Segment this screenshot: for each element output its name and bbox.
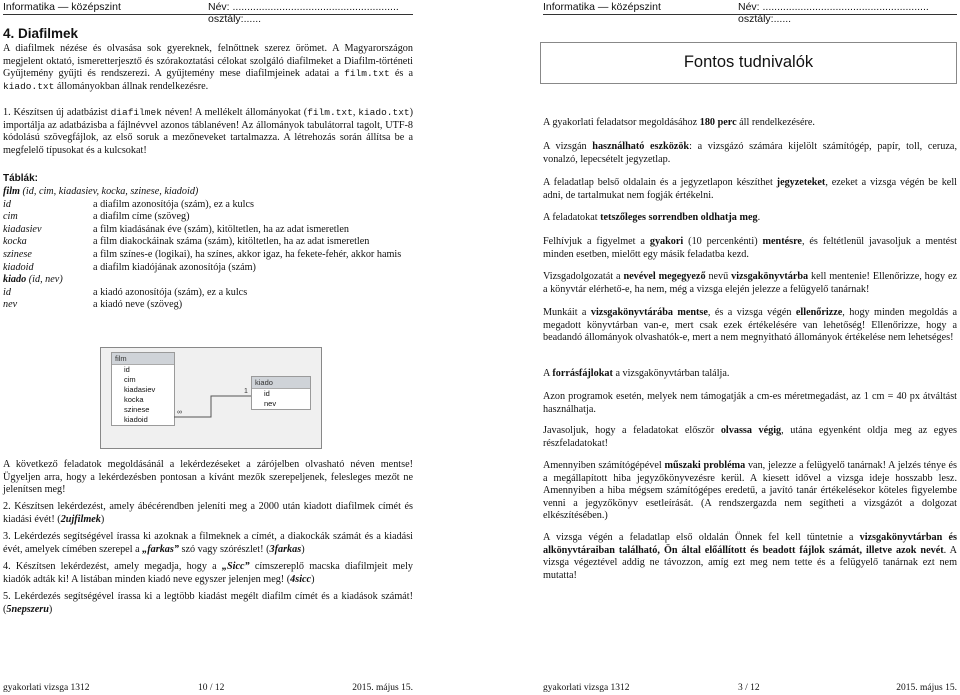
task-4: 4. Készítsen lekérdezést, amely megadja, hogy a „Sicc” címszereplő macska diafilmjeit mely kiadók adták ki! A listában minden kiadó neve egyszer jelenjen meg! (4sicc) (3, 561, 413, 585)
field-desc: a kiadó neve (szöveg) (93, 299, 183, 311)
diagram-field: id (264, 389, 270, 398)
field-desc: a film színes-e (logikai), ha színes, akkor igaz, ha fekete-fehér, akkor hamis (93, 248, 402, 260)
field-desc: a diafilm azonosítója (szám), ez a kulcs (93, 198, 254, 210)
diagram-field: kiadoid (124, 415, 148, 424)
field-row (3, 199, 413, 212)
task-3: 3. Lekérdezés segítségével írassa ki azoknak a filmeknek a címét, a diakockák számát és a kiadási évét, amelyek címében szerepel a „farkas” szó vagy szórészlet! (3farkas) (3, 531, 413, 555)
field-row (3, 211, 413, 224)
rule-1: A gyakorlati feladatsor megoldásához 180 perc áll rendelkezésére. (543, 117, 815, 128)
svg-text:∞: ∞ (177, 409, 182, 416)
rule-8: A forrásfájlokat a vizsgakönyvtárban találja. (543, 368, 730, 379)
task-5: 5. Lekérdezés segítségével írassa ki a legtöbb kiadást megélt diafilm címét és a kiadások számát! (5nepszeru) (3, 591, 413, 615)
diagram-field: szinese (124, 405, 150, 414)
field-row (3, 236, 413, 249)
kiado-table-box: kiado id nev (251, 376, 311, 410)
field-name: id (3, 286, 11, 298)
rule-5: Felhívjuk a figyelmet a gyakori (10 percenkénti) mentésre, és feltétlenül javasoljuk a mentést minden esetben, mielőtt egy másik feladatba kezd. (543, 236, 957, 260)
info-title: Fontos tudnivalók (683, 53, 814, 71)
field-desc: a film diakockáinak száma (szám), kitöltetlen, ha az adat ismeretlen (93, 236, 370, 248)
task-2: 2. Készítsen lekérdezést, amely ábécérendben jeleníti meg a 2000 után kiadott diafilmek címét és kiadási évét! (2ujfilmek) (3, 501, 413, 525)
info-box (540, 42, 957, 84)
task-1: 1. Készítsen új adatbázist diafilmek néven! A mellékelt állományokat (film.txt, kiado.txt) importálja az adatbázisba a fájlnévvel azonos táblanéven! Az állományok tabulátorral tagolt, UTF-8 kódolású szövegfájlok, az első soruk a mezőneveket tartalmazza. A létrehozás során állítsa be a megfelelő típusokat és a kulcsokat! (3, 107, 413, 156)
field-name: cim (3, 211, 18, 223)
field-row (3, 287, 413, 300)
tables-label: Táblák: (3, 173, 39, 184)
field-row (3, 224, 413, 237)
field-name: kocka (3, 236, 27, 248)
field-name: id (3, 198, 11, 210)
after-paragraph: A következő feladatok megoldásánál a lekérdezéseket a zárójelben olvasható néven mentse! Ügyeljen arra, hogy a lekérdezésben pontosan a kívánt mezők szerepeljenek, felesleges mezőt ne jelenítsen meg! (3, 459, 413, 496)
intro-paragraph: A diafilmek nézése és olvasása sok gyereknek, felnőttnek szerez örömet. A Magyarországon megjelent oktató, ismeretterjesztő és szórakoztatási célokat szolgáló diafilmeket a Diafilm-történeti Gyűjtemény gyűjti és rendszerezi. A gyűjtemény mese diafilmjeinek adatai a film.txt és a kiado.txt állományokban állnak rendelkezésre. (3, 43, 413, 92)
field-name: kiadasiev (3, 223, 42, 235)
svg-text:1: 1 (244, 388, 248, 395)
field-row (3, 299, 413, 312)
film-signature: film (id, cim, kiadasiev, kocka, szinese, kiadoid) (3, 186, 199, 197)
rule-2: A vizsgán használható eszközök: a vizsgázó számára kijelölt számítógép, papír, toll, ceruza, vonalzó, lepecsételt jegyzetlap. (543, 141, 957, 165)
field-desc: a diafilm címe (szöveg) (93, 211, 190, 223)
header-name: Név: ......................................................... osztály:...... (738, 1, 929, 25)
field-desc: a diafilm kiadójának azonosítója (szám) (93, 261, 256, 273)
relationship-diagram (100, 347, 322, 449)
header-name: Név: ......................................................... osztály:...... (208, 1, 399, 25)
table-definitions (3, 186, 413, 312)
rule-4: A feladatokat tetszőleges sorrendben oldhatja meg. (543, 212, 761, 223)
field-desc: a kiadó azonosítója (szám), ez a kulcs (93, 286, 248, 298)
field-name: nev (3, 299, 18, 311)
diagram-field: nev (264, 399, 277, 408)
rule-3: A feladatlap belső oldalain és a jegyzetlapon készíthet jegyzeteket, ezeket a vizsga végén be kell adni, de tartalmukat nem fogják értékelni. (543, 177, 957, 201)
rule-9: Azon programok esetén, melyek nem támogatják a cm-es méretmegadást, az 1 cm = 40 px átváltást használhatja. (543, 391, 957, 415)
header-subject: Informatika — középszint (543, 1, 661, 13)
film-table-box: film id cim kiadasiev kocka szinese kiadoid (111, 352, 175, 426)
field-name: szinese (3, 248, 32, 260)
header-subject: Informatika — középszint (3, 1, 121, 13)
diagram-field: kiadasiev (124, 385, 156, 394)
relation-line (101, 348, 321, 448)
left-page: Informatika — középszint Név: ......................................................... osztály:...... 4. Diafilmek A diafilmek nézése és olvasása sok gyereknek, felnőttnek szerez örömet. A Magyarországon megjelent oktató, ismeretterjesztő és szórakoztatási célokat szolgáló diafilmeket a Diafilm-történeti Gyűjtemény gyűjti és rendszerezi. A gyűjtemény mese diafilmjeinek adatai a film.txt és a kiado.txt állományokban állnak rendelkezésre. 1. Készítsen új adatbázist diafilmek néven! A mellékelt állományokat (film.txt, kiado.txt) importálja az adatbázisba a fájlnévvel azonos táblanéven! Az állományok tabulátorral tagolt, UTF-8 kódolású szövegfájlok, az első soruk a mezőneveket tartalmazza. A létrehozás során állítsa be a megfelelő típusokat és a kulcsokat! Táblák: film (id, cim, kiadasiev, kocka, szinese, kiadoid) id a diafilm azonosítója (szám), ez a kulcs cim a diafilm címe (szöveg) kiadasiev a film kiadásának éve (szám), kitöltetlen, ha az adat ismeretlen kocka a film diakockáinak száma (szám), kitöltetlen, ha az adat ismeretlen szinese a film színes-e (logikai), ha színes, akkor igaz, ha fekete-fehér, akkor hamis kiadoid a diafilm kiadójának azonosítója (szám) kiado (id, nev) id a kiadó azonosítója (szám), ez a kulcs nev a kiadó neve (szöveg) film id cim kiadasiev kocka szinese kiadoid kiado id nev ∞ 1 A következő feladatok megoldásánál a lekérdezéseket a zárójelben olvasható néven mentse! Ügyeljen arra, hogy a lekérdezésben pontosan a kívánt mezők szerepeljenek, felesleges mezőt ne jelenítsen meg! 2. Készítsen lekérdezést, amely ábécérendben jeleníti meg a 2000 után kiadott diafilmek címét és kiadási évét! (2ujfilmek) 3. Lekérdezés segítségével írassa ki azoknak a filmeknek a címét, a diakockák számát és a kiadási évét, amelyek címében szerepel a „farkas” szó vagy szórészlet! (3farkas) 4. Készítsen lekérdezést, amely megadja, hogy a „Sicc” címszereplő macska diafilmjeit mely kiadók adták ki! A listában minden kiadó neve egyszer jelenjen meg! (4sicc) 5. Lekérdezés segítségével írassa ki a legtöbb kiadást megélt diafilm címét és a kiadások számát! (5nepszeru) gyakorlati vizsga 1312 10 / 12 2015. május 15. (3, 1, 413, 693)
rule-10: Javasoljuk, hogy a feladatokat először olvassa végig, utána egyenként oldja meg az egyes részfeladatokat! (543, 425, 957, 449)
field-row (3, 249, 413, 262)
rule-6: Vizsgadolgozatát a nevével megegyező nevű vizsgakönyvtárba kell mentenie! Ellenőrizze, hogy ez a könyvtár elérhető-e, ha nem, még a vizsga elején jelezze a felügyelő tanárnak! (543, 271, 957, 295)
page-header (3, 1, 413, 25)
task-title: 4. Diafilmek (3, 26, 79, 41)
field-name: kiadoid (3, 261, 34, 273)
right-page: Informatika — középszint Név: ......................................................... osztály:...... Fontos tudnivalók A gyakorlati feladatsor megoldásához 180 perc áll rendelkezésére. A vizsgán használható eszközök: a vizsgázó számára kijelölt számítógép, papír, toll, ceruza, vonalzó, lepecsételt jegyzetlap. A feladatlap belső oldalain és a jegyzetlapon készíthet jegyzeteket, ezeket a vizsga végén be kell adni, de tartalmukat nem fogják értékelni. A feladatokat tetszőleges sorrendben oldhatja meg. Felhívjuk a figyelmet a gyakori (10 percenkénti) mentésre, és feltétlenül javasoljuk a mentést minden esetben, mielőtt egy másik feladatba kezd. Vizsgadolgozatát a nevével megegyező nevű vizsgakönyvtárba kell mentenie! Ellenőrizze, hogy ez a könyvtár elérhető-e, ha nem, még a vizsga elején jelezze a felügyelő tanárnak! Munkáit a vizsgakönyvtárába mentse, és a vizsga végén ellenőrizze, hogy minden megoldás a megadott könyvtárban van-e, mert csak ezek értékelésére van lehetőség! Ellenőrizze, hogy a beadandó állományok olvashatók-e, mert a nem megnyitható állományok értékelése nem lehetséges! A forrásfájlokat a vizsgakönyvtárban találja. Azon programok esetén, melyek nem támogatják a cm-es méretmegadást, az 1 cm = 40 px átváltást használhatja. Javasoljuk, hogy a feladatokat először olvassa végig, utána egyenként oldja meg az egyes részfeladatokat! Amennyiben számítógépével műszaki probléma van, jelezze a felügyelő tanárnak! A jelzés ténye és a megállapított hiba jegyzőkönyvezésre kerül. A kiesett idővel a vizsga ideje hosszabb lesz. Amennyiben a hiba mégsem számítógépes eredetű, a javító tanár értékelésekor köteles figyelembe venni a jegyzőkönyv esetleírását. (A rendszergazda nem segítheti a vizsgázót a dolgozat elkészítésében.) A vizsga végén a feladatlap első oldalán Önnek fel kell tüntetnie a vizsgakönyvtárban és alkönyvtáraiban található, Ön által előállított és beadott fájlok számát, illetve azok nevét. A vizsga végeztével addig ne távozzon, amíg ezt meg nem tette és a felügyelő tanárnak ezt nem mutatta! gyakorlati vizsga 1312 3 / 12 2015. május 15. (540, 0, 960, 695)
field-desc: a film kiadásának éve (szám), kitöltetlen, ha az adat ismeretlen (93, 223, 349, 235)
diagram-field: id (124, 365, 130, 374)
diagram-field: cim (124, 375, 136, 384)
kiado-signature: kiado (id, nev) (3, 274, 63, 286)
rule-12: A vizsga végén a feladatlap első oldalán Önnek fel kell tüntetnie a vizsgakönyvtárban és alkönyvtáraiban található, Ön által előállított és beadott fájlok számát, illetve azok nevét. A vizsga végeztével addig ne távozzon, amíg ezt meg nem tette és a felügyelő tanárnak ezt nem mutatta! (543, 532, 957, 581)
diagram-field: kocka (124, 395, 144, 404)
page-header (543, 1, 957, 25)
rule-11: Amennyiben számítógépével műszaki probléma van, jelezze a felügyelő tanárnak! A jelzés ténye és a megállapított hiba jegyzőkönyvezésre kerül. A kiesett idővel a vizsga ideje hosszabb lesz. Amennyiben a hiba mégsem számítógépes eredetű, a javító tanár értékelésekor köteles figyelembe venni a jegyzőkönyv esetleírását. (A rendszergazda nem segítheti a vizsgázót a dolgozat elkészítésében.) (543, 460, 957, 522)
field-row (3, 262, 413, 275)
rule-7: Munkáit a vizsgakönyvtárába mentse, és a vizsga végén ellenőrizze, hogy minden megoldás a megadott könyvtárban van-e, mert csak ezek értékelésére van lehetőség! Ellenőrizze, hogy a beadandó állományok olvashatók-e, mert a nem megnyitható állományok értékelése nem lehetséges! (543, 307, 958, 344)
